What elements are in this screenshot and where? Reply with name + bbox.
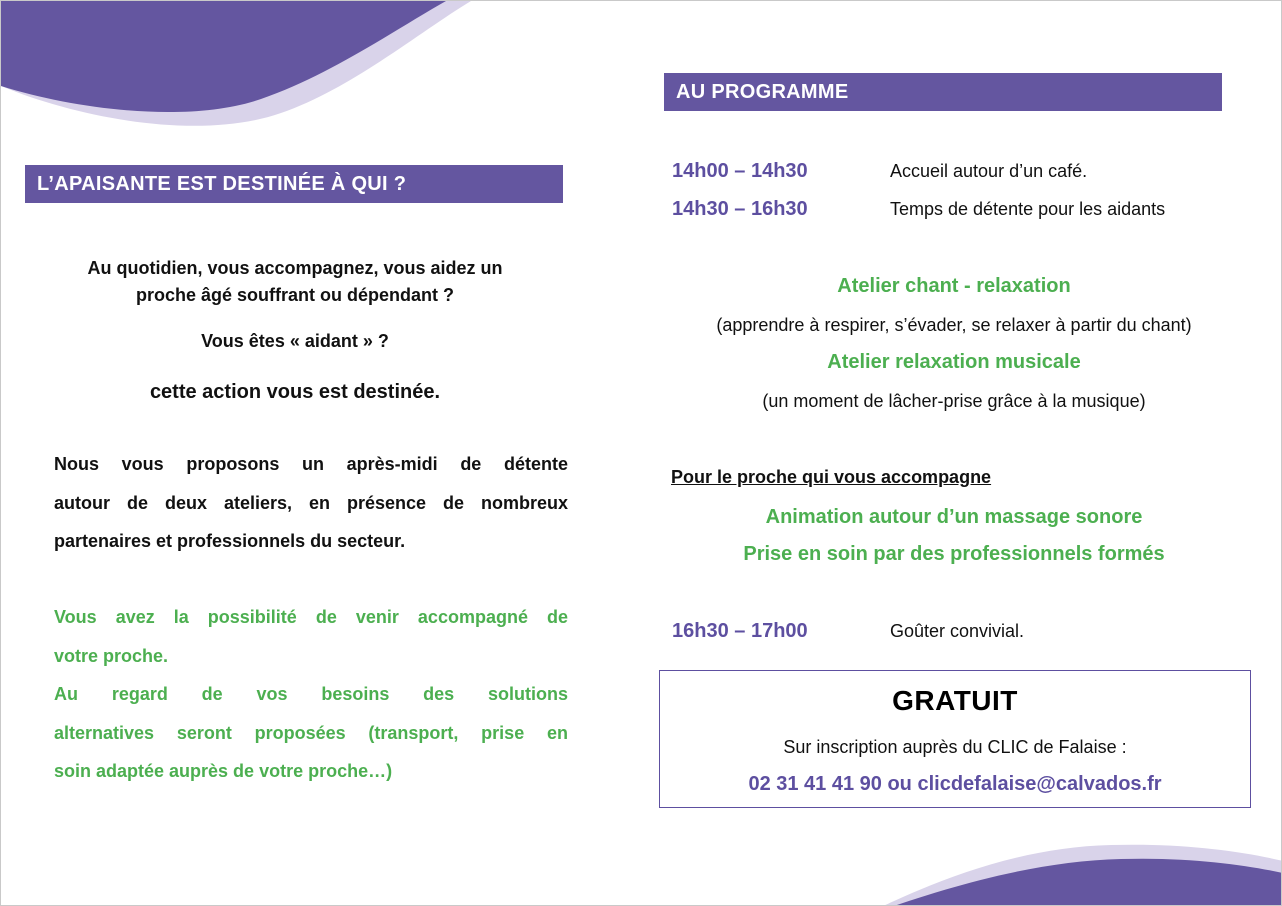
- workshop-1-title: Atelier chant - relaxation: [837, 275, 1071, 297]
- possibility-line: Au regard de vos besoins des solutions: [54, 684, 568, 704]
- relative-heading: Pour le proche qui vous accompagne: [671, 467, 992, 487]
- relative-item-2: Prise en soin par des professionnels formés: [743, 543, 1165, 565]
- schedule-time-2: 14h30 – 16h30: [672, 198, 808, 220]
- schedule-time-1: 14h00 – 14h30: [672, 160, 808, 182]
- intro-line-2: proche âgé souffrant ou dépendant ?: [135, 285, 454, 305]
- registration-box: [659, 670, 1251, 808]
- intro-line-1: Au quotidien, vous accompagnez, vous aidez un: [87, 258, 503, 278]
- relative-item-1: Animation autour d’un massage sonore: [765, 506, 1143, 528]
- proposal-line: Nous vous proposons un après-midi de détente: [54, 454, 568, 474]
- possibility-line: Vous avez la possibilité de venir accompagné de: [54, 607, 568, 627]
- aidant-question: Vous êtes « aidant » ?: [201, 331, 389, 351]
- free-title: GRATUIT: [892, 685, 1018, 716]
- proposal-line: autour de deux ateliers, en présence de nombreux: [54, 492, 568, 513]
- schedule-activity-3: Goûter convivial.: [890, 621, 1025, 641]
- possibility-line: votre proche.: [54, 645, 169, 666]
- possibility-paragraph: [54, 598, 568, 791]
- action-statement: cette action vous est destinée.: [149, 381, 441, 403]
- proposal-paragraph: [54, 445, 568, 561]
- contact-info[interactable]: 02 31 41 41 90 ou clicdefalaise@calvados.fr: [748, 773, 1162, 795]
- intro-question: [25, 255, 565, 309]
- workshop-2-description: (un moment de lâcher-prise grâce à la musique): [762, 391, 1146, 411]
- workshop-2-title: Atelier relaxation musicale: [827, 351, 1081, 373]
- schedule-activity-1: Accueil autour d’un café.: [890, 161, 1088, 181]
- registration-text: Sur inscription auprès du CLIC de Falaise :: [783, 737, 1127, 757]
- possibility-line: soin adaptée auprès de votre proche…): [54, 761, 393, 781]
- right-section-header: AU PROGRAMME: [664, 73, 1222, 111]
- possibility-line: alternatives seront proposées (transport, prise en: [54, 722, 568, 743]
- workshop-1-description: (apprendre à respirer, s’évader, se relaxer à partir du chant): [716, 315, 1192, 335]
- schedule-time-3: 16h30 – 17h00: [672, 620, 808, 642]
- left-section-header: L’APAISANTE EST DESTINÉE À QUI ?: [25, 165, 563, 203]
- top-left-wave-decoration: [1, 1, 481, 141]
- proposal-line: partenaires et professionnels du secteur.: [54, 531, 406, 551]
- schedule-activity-2: Temps de détente pour les aidants: [890, 199, 1166, 219]
- bottom-right-wave-decoration: [881, 839, 1282, 906]
